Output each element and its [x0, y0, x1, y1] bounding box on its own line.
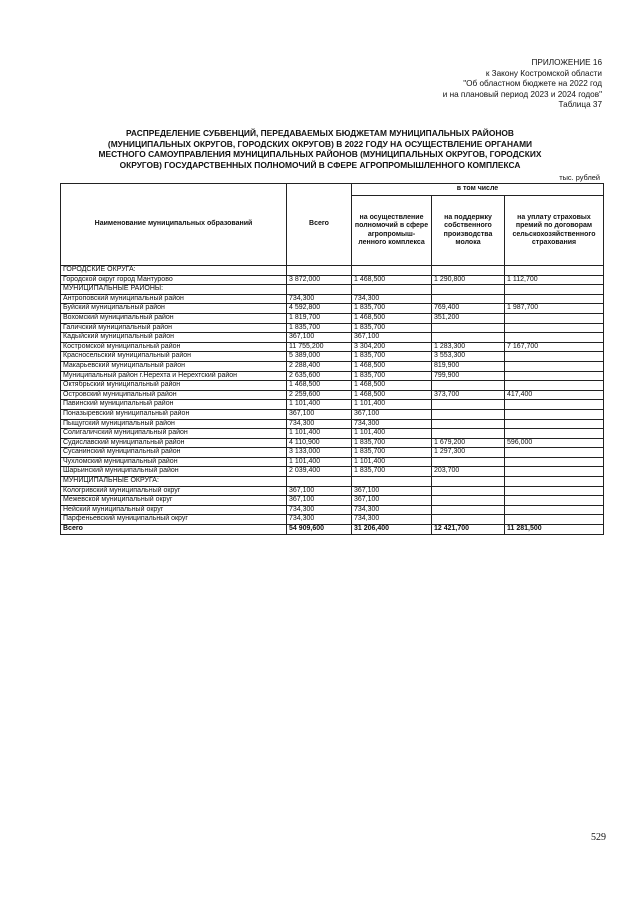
- cell-insurance: 1 112,700: [505, 275, 604, 285]
- cell-insurance: [505, 313, 604, 323]
- cell-agro: 367,100: [352, 496, 432, 506]
- cell-insurance: 417,400: [505, 390, 604, 400]
- cell-total: 5 389,000: [287, 352, 352, 362]
- empty-cell: [505, 285, 604, 295]
- cell-milk: [432, 381, 505, 391]
- cell-milk: [432, 294, 505, 304]
- cell-milk: [432, 419, 505, 429]
- empty-cell: [352, 266, 432, 276]
- appendix-table-number: Таблица 37: [558, 100, 602, 110]
- cell-agro: 734,300: [352, 294, 432, 304]
- empty-cell: [352, 477, 432, 487]
- cell-insurance: [505, 419, 604, 429]
- cell-insurance: [505, 467, 604, 477]
- cell-milk: 1 297,300: [432, 448, 505, 458]
- cell-name: Солигаличский муниципальный район: [61, 429, 287, 439]
- cell-insurance: [505, 381, 604, 391]
- cell-name: Антроповский муниципальный район: [61, 294, 287, 304]
- cell-agro: 1 468,500: [352, 275, 432, 285]
- cell-name: Сусанинский муниципальный район: [61, 448, 287, 458]
- cell-insurance: 11 281,500: [505, 525, 604, 535]
- appendix-header: [443, 58, 602, 111]
- table-row: [61, 371, 604, 381]
- section-label: ГОРОДСКИЕ ОКРУГА:: [61, 266, 287, 276]
- cell-total: 1 101,400: [287, 400, 352, 410]
- cell-milk: [432, 496, 505, 506]
- cell-agro: 734,300: [352, 515, 432, 525]
- title-line: ОКРУГОВ) ГОСУДАРСТВЕННЫХ ПОЛНОМОЧИЙ В СФЕРЕ АГРОПРОМЫШЛЕННОГО КОМПЛЕКСА: [119, 159, 521, 170]
- cell-name: Судиславский муниципальный район: [61, 438, 287, 448]
- cell-total: 734,300: [287, 505, 352, 515]
- table-row: [61, 505, 604, 515]
- table-row: [61, 515, 604, 525]
- header-agro: на осуществление полномочий в сфере агропромыш-ленного комплекса: [352, 196, 432, 266]
- cell-total: 1 101,400: [287, 457, 352, 467]
- cell-name: Буйский муниципальный район: [61, 304, 287, 314]
- cell-total: 2 635,600: [287, 371, 352, 381]
- cell-total: 367,100: [287, 496, 352, 506]
- table-row: [61, 419, 604, 429]
- cell-total: 734,300: [287, 294, 352, 304]
- cell-insurance: [505, 400, 604, 410]
- appendix-label: ПРИЛОЖЕНИЕ 16: [531, 58, 602, 67]
- cell-total: 4 110,900: [287, 438, 352, 448]
- cell-total: 11 755,200: [287, 342, 352, 352]
- table-row: [61, 457, 604, 467]
- cell-insurance: [505, 294, 604, 304]
- table-row: [61, 438, 604, 448]
- cell-agro: 1 835,700: [352, 323, 432, 333]
- cell-milk: [432, 333, 505, 343]
- cell-insurance: [505, 361, 604, 371]
- cell-insurance: [505, 496, 604, 506]
- cell-milk: [432, 457, 505, 467]
- empty-cell: [432, 266, 505, 276]
- cell-insurance: 596,000: [505, 438, 604, 448]
- cell-total: 2 259,600: [287, 390, 352, 400]
- header-milk: на поддержку собственного производства молока: [432, 196, 505, 266]
- cell-agro: 1 101,400: [352, 457, 432, 467]
- header-name: Наименование муниципальных образований: [61, 184, 287, 266]
- cell-total: 2 039,400: [287, 467, 352, 477]
- table-row: [61, 496, 604, 506]
- cell-name: Красносельский муниципальный район: [61, 352, 287, 362]
- cell-total: 1 835,700: [287, 323, 352, 333]
- cell-milk: [432, 429, 505, 439]
- cell-name: Островский муниципальный район: [61, 390, 287, 400]
- table-row: [61, 304, 604, 314]
- cell-name: Поназыревский муниципальный район: [61, 409, 287, 419]
- table-row: [61, 323, 604, 333]
- cell-name: Кадыйский муниципальный район: [61, 333, 287, 343]
- table-row: [61, 467, 604, 477]
- cell-total: 734,300: [287, 419, 352, 429]
- cell-milk: [432, 486, 505, 496]
- table-row: [61, 409, 604, 419]
- appendix-law-ref: к Закону Костромской области: [485, 68, 602, 78]
- cell-agro: 1 835,700: [352, 352, 432, 362]
- cell-agro: 1 468,500: [352, 313, 432, 323]
- cell-agro: 1 835,700: [352, 371, 432, 381]
- table-row: [61, 486, 604, 496]
- cell-agro: 3 304,200: [352, 342, 432, 352]
- cell-agro: 367,100: [352, 409, 432, 419]
- cell-name: Всего: [61, 525, 287, 535]
- section-row: [61, 266, 604, 276]
- cell-insurance: [505, 515, 604, 525]
- cell-total: 1 101,400: [287, 429, 352, 439]
- page-number: 529: [591, 832, 606, 843]
- cell-milk: [432, 323, 505, 333]
- cell-total: 1 468,500: [287, 381, 352, 391]
- empty-cell: [505, 266, 604, 276]
- cell-agro: 1 468,500: [352, 381, 432, 391]
- header-total: Всего: [287, 184, 352, 266]
- cell-agro: 1 101,400: [352, 400, 432, 410]
- cell-name: Павинский муниципальный район: [61, 400, 287, 410]
- cell-name: Муниципальный район г.Нерехта и Нерехтский район: [61, 371, 287, 381]
- cell-insurance: [505, 333, 604, 343]
- table-body: [61, 266, 604, 535]
- cell-insurance: [505, 409, 604, 419]
- cell-name: Галичский муниципальный район: [61, 323, 287, 333]
- total-row: [61, 525, 604, 535]
- empty-cell: [432, 285, 505, 295]
- cell-name: Кологривский муниципальный округ: [61, 486, 287, 496]
- cell-agro: 367,100: [352, 486, 432, 496]
- cell-milk: 203,700: [432, 467, 505, 477]
- cell-name: Вохомский муниципальный район: [61, 313, 287, 323]
- cell-insurance: [505, 371, 604, 381]
- table-row: [61, 342, 604, 352]
- document-title: [70, 128, 570, 170]
- cell-name: Макарьевский муниципальный район: [61, 361, 287, 371]
- empty-cell: [287, 266, 352, 276]
- subvention-table: [60, 183, 604, 535]
- cell-total: 734,300: [287, 515, 352, 525]
- cell-agro: 1 101,400: [352, 429, 432, 439]
- cell-milk: [432, 515, 505, 525]
- appendix-law-title: "Об областном бюджете на 2022 год: [463, 79, 602, 89]
- cell-milk: 3 553,300: [432, 352, 505, 362]
- appendix-law-period: и на плановый период 2023 и 2024 годов": [442, 89, 602, 99]
- cell-insurance: [505, 505, 604, 515]
- cell-name: Городской округ город Мантурово: [61, 275, 287, 285]
- title-line: МЕСТНОГО САМОУПРАВЛЕНИЯ МУНИЦИПАЛЬНЫХ РАЙОНОВ (МУНИЦИПАЛЬНЫХ ОКРУГОВ, ГОРОДСКИХ: [98, 149, 542, 160]
- table-row: [61, 294, 604, 304]
- cell-name: Пыщугский муниципальный район: [61, 419, 287, 429]
- cell-agro: 1 835,700: [352, 448, 432, 458]
- cell-milk: 1 290,800: [432, 275, 505, 285]
- cell-agro: 1 835,700: [352, 438, 432, 448]
- section-row: [61, 477, 604, 487]
- empty-cell: [432, 477, 505, 487]
- cell-insurance: [505, 457, 604, 467]
- cell-insurance: 7 167,700: [505, 342, 604, 352]
- table-row: [61, 429, 604, 439]
- cell-insurance: [505, 352, 604, 362]
- section-label: МУНИЦИПАЛЬНЫЕ РАЙОНЫ:: [61, 285, 287, 295]
- cell-total: 3 872,000: [287, 275, 352, 285]
- cell-milk: [432, 409, 505, 419]
- empty-cell: [287, 285, 352, 295]
- cell-milk: [432, 400, 505, 410]
- cell-total: 4 592,800: [287, 304, 352, 314]
- cell-agro: 734,300: [352, 419, 432, 429]
- table-row: [61, 381, 604, 391]
- cell-total: 3 133,000: [287, 448, 352, 458]
- cell-agro: 367,100: [352, 333, 432, 343]
- cell-total: 367,100: [287, 333, 352, 343]
- cell-insurance: 1 987,700: [505, 304, 604, 314]
- cell-agro: 734,300: [352, 505, 432, 515]
- table-row: [61, 361, 604, 371]
- header-insurance: на уплату страховых премий по договорам сельскохозяйственного страхования: [505, 196, 604, 266]
- cell-milk: 351,200: [432, 313, 505, 323]
- empty-cell: [287, 477, 352, 487]
- cell-milk: 1 679,200: [432, 438, 505, 448]
- cell-name: Межевской муниципальный округ: [61, 496, 287, 506]
- cell-agro: 1 468,500: [352, 361, 432, 371]
- cell-total: 54 909,600: [287, 525, 352, 535]
- table-row: [61, 275, 604, 285]
- cell-total: 367,100: [287, 409, 352, 419]
- cell-insurance: [505, 448, 604, 458]
- cell-total: 367,100: [287, 486, 352, 496]
- cell-milk: 799,900: [432, 371, 505, 381]
- section-row: [61, 285, 604, 295]
- cell-insurance: [505, 429, 604, 439]
- cell-insurance: [505, 486, 604, 496]
- title-line: РАСПРЕДЕЛЕНИЕ СУБВЕНЦИЙ, ПЕРЕДАВАЕМЫХ БЮДЖЕТАМ МУНИЦИПАЛЬНЫХ РАЙОНОВ: [126, 128, 514, 138]
- empty-cell: [352, 285, 432, 295]
- header-including: в том числе: [352, 184, 604, 196]
- cell-total: 2 288,400: [287, 361, 352, 371]
- cell-agro: 1 835,700: [352, 304, 432, 314]
- cell-milk: [432, 505, 505, 515]
- table-row: [61, 448, 604, 458]
- empty-cell: [505, 477, 604, 487]
- table-row: [61, 313, 604, 323]
- cell-insurance: [505, 323, 604, 333]
- units-label: тыс. рублей: [559, 173, 600, 182]
- cell-milk: 12 421,700: [432, 525, 505, 535]
- cell-agro: 1 835,700: [352, 467, 432, 477]
- table-row: [61, 352, 604, 362]
- cell-milk: 819,900: [432, 361, 505, 371]
- cell-milk: 373,700: [432, 390, 505, 400]
- cell-name: Шарьинский муниципальный район: [61, 467, 287, 477]
- table-row: [61, 400, 604, 410]
- cell-name: Парфеньевский муниципальный округ: [61, 515, 287, 525]
- cell-name: Чухломский муниципальный район: [61, 457, 287, 467]
- cell-total: 1 819,700: [287, 313, 352, 323]
- cell-name: Нейский муниципальный округ: [61, 505, 287, 515]
- table-row: [61, 390, 604, 400]
- table-row: [61, 333, 604, 343]
- cell-agro: 31 206,400: [352, 525, 432, 535]
- cell-milk: 769,400: [432, 304, 505, 314]
- title-line: (МУНИЦИПАЛЬНЫХ ОКРУГОВ, ГОРОДСКИХ ОКРУГОВ) В 2022 ГОДУ НА ОСУЩЕСТВЛЕНИЕ ОРГАНАМИ: [107, 138, 533, 149]
- cell-milk: 1 283,300: [432, 342, 505, 352]
- section-label: МУНИЦИПАЛЬНЫЕ ОКРУГА:: [61, 477, 287, 487]
- cell-name: Костромской муниципальный район: [61, 342, 287, 352]
- cell-agro: 1 468,500: [352, 390, 432, 400]
- cell-name: Октябрьский муниципальный район: [61, 381, 287, 391]
